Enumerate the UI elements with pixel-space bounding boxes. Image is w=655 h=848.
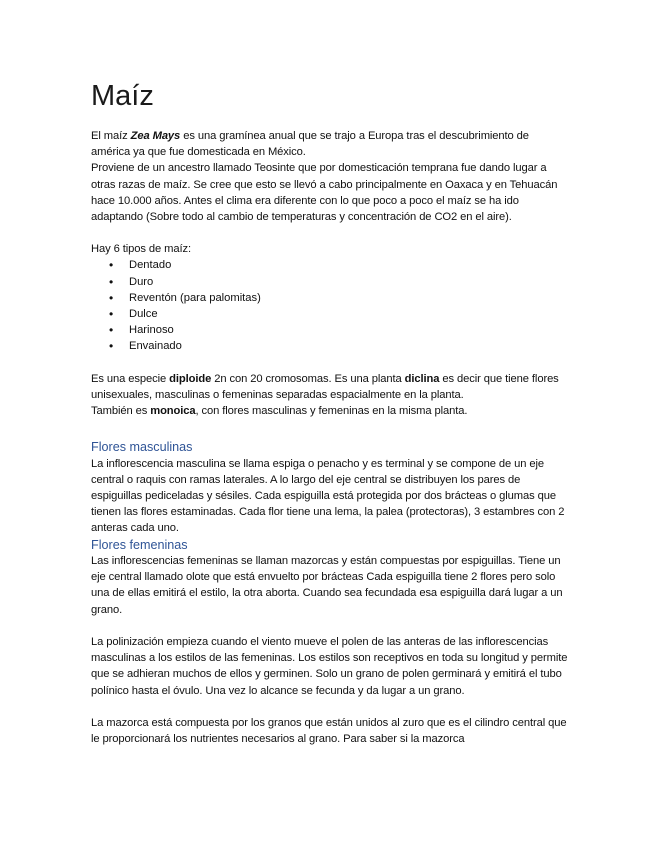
cob-paragraph: La mazorca está compuesta por los granos que están unidos al zuro que es el cilindro central que le proporcionará los nutrientes necesarios al grano. Para saber si la mazorca (91, 716, 567, 745)
list-item: • Dentado (129, 257, 571, 273)
types-list (91, 257, 571, 354)
types-heading: Hay 6 tipos de maíz: (91, 243, 191, 256)
intro-paragraph (91, 128, 571, 160)
page-title: Maíz (91, 80, 154, 112)
species-text: es decir que tiene flores unisexuales, masculinas o femeninas separadas espacialmente en la planta. (91, 372, 559, 401)
list-item: • Envainado (129, 338, 571, 354)
pollination-paragraph: La polinización empieza cuando el viento mueve el polen de las anteras de las inflorescencias masculinas a los estilos de las femeninas. Los estilos son receptivos en toda su longitud y permite que se adhieran muchos de ellos y germinen. Solo un grano de polen germinará y emitirá el tubo polínico hasta el óvulo. Una vez lo alcance se fecunda y da lugar a un grano. (91, 635, 568, 697)
species-name: Zea Mays (130, 130, 181, 142)
list-item: • Dulce (129, 306, 571, 322)
list-item: • Harinoso (129, 322, 571, 338)
species-text: , con flores masculinas y femeninas en la misma planta. (195, 405, 468, 418)
monoica-paragraph (91, 403, 571, 419)
origin-paragraph: Proviene de un ancestro llamado Teosinte que por domesticación temprana fue dando lugar a otras razas de maíz. Se cree que esto se llevó a cabo principalmente en Oaxaca y en Tehuacán hace 10.000 años. Antes el clima era diferente con lo que poco a poco el maíz se ha ido adaptando (Sobre todo al cambio de temperaturas y concentración de CO2 en el aire). (91, 162, 558, 224)
species-text: 2n con 20 cromosomas. Es una planta (211, 372, 405, 385)
list-item: • Duro (129, 274, 571, 290)
female-flowers-paragraph: Las inflorescencias femeninas se llaman mazorcas y están compuestas por espiguillas. Tiene un eje central llamado olote que está envuelto por brácteas Cada espiguilla tiene 2 flores pero solo una de ellas emitirá el estilo, la otra aborta. Cuando sea fecundada esa espiguilla dará lugar a un grano. (91, 555, 563, 616)
species-text: Es una especie (91, 372, 170, 385)
male-flowers-paragraph: La inflorescencia masculina se llama espiga o penacho y es terminal y se compone de un eje central o raquis con ramas laterales. A lo largo del eje central se distribuyen los pares de espiguillas pediceladas y sésiles. Cada espiguilla está protegida por dos brácteas o glumas que tienen las flores estaminadas. Cada flor tiene una lema, la palea (protectoras), 3 estambres con 2 anteras cada uno. (91, 457, 565, 535)
list-item: • Reventón (para palomitas) (129, 290, 571, 306)
document-body (91, 78, 571, 747)
monoica-term: monoica (150, 405, 196, 418)
male-flowers-heading: Flores masculinas (91, 440, 193, 455)
species-text: También es (91, 405, 151, 418)
intro-lead: El maíz (91, 130, 131, 142)
female-flowers-heading: Flores femeninas (91, 537, 188, 552)
intro-rest: es una gramínea anual que se trajo a Europa tras el descubrimiento de américa ya que fue domesticada en México. (91, 130, 529, 159)
diploide-term: diploide (169, 372, 212, 385)
diclina-term: diclina (404, 372, 440, 385)
species-paragraph (91, 371, 571, 403)
